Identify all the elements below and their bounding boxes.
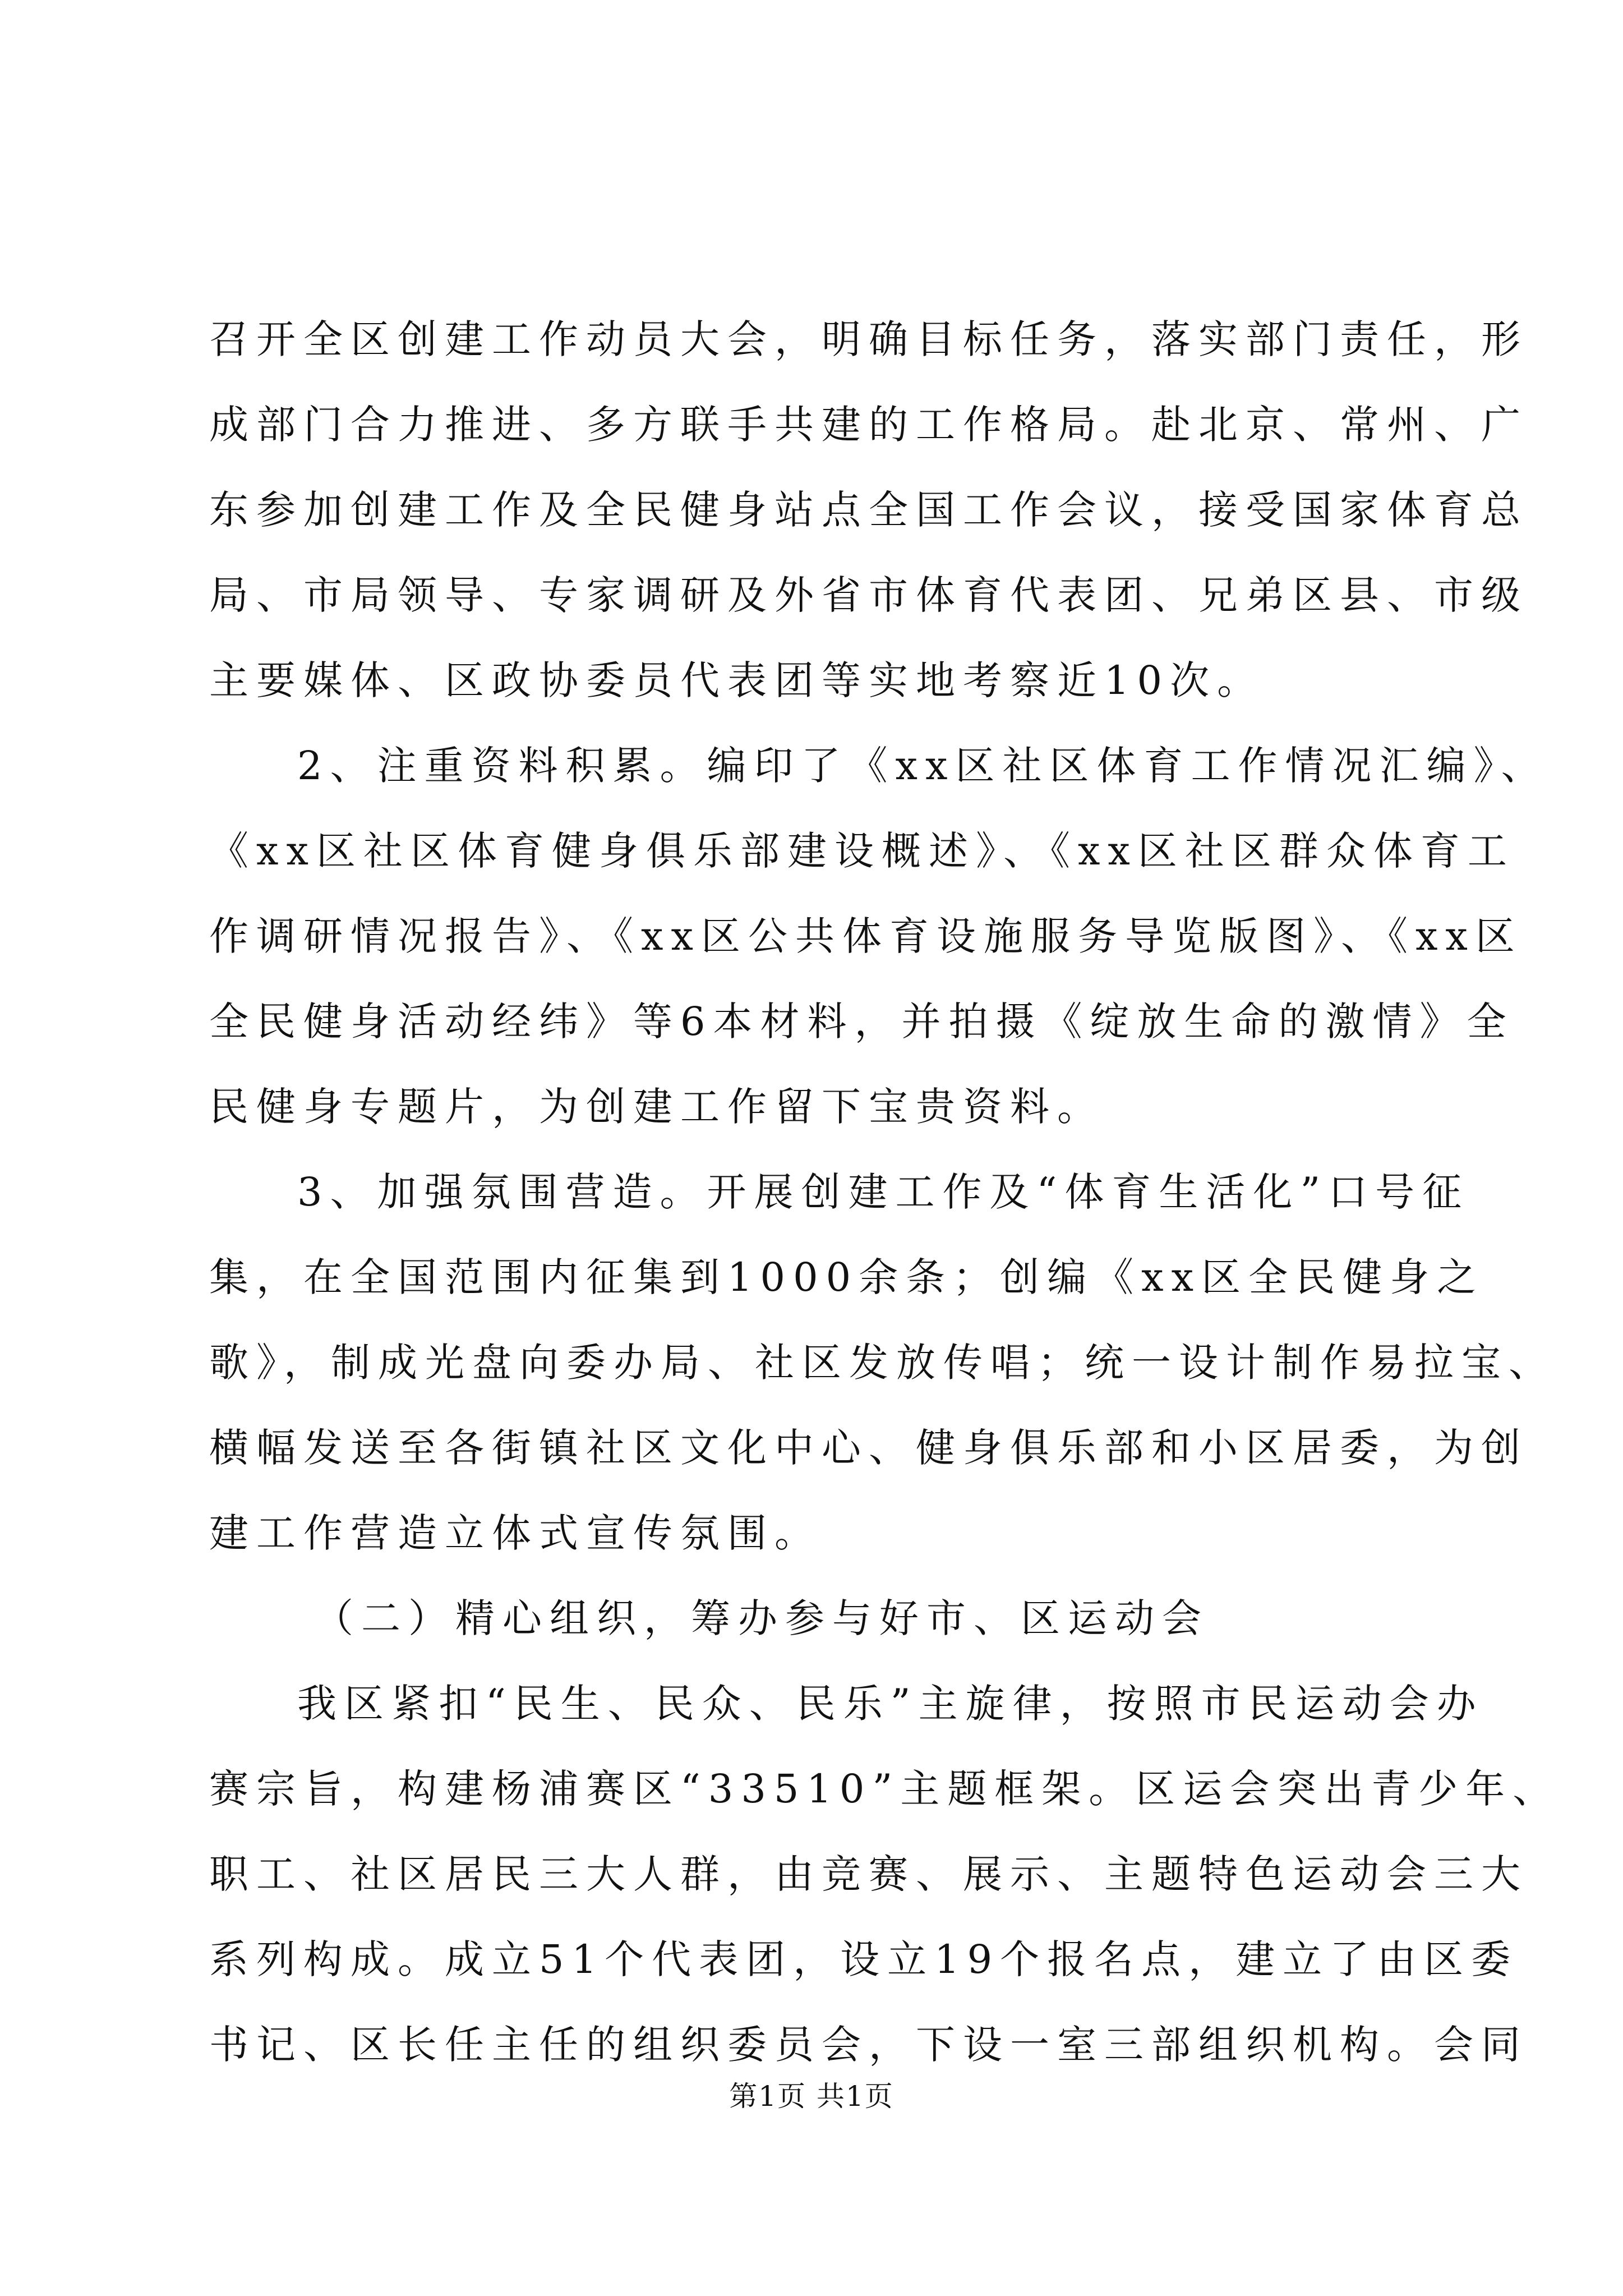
text-line: 全民健身活动经纬》等6本材料，并拍摄《绽放生命的激情》全	[209, 999, 1514, 1045]
text-line: 赛宗旨，构建杨浦赛区“33510”主题框架。区运会突出青少年、	[209, 1766, 1560, 1812]
text-line: 作调研情况报告》、《xx区公共体育设施服务导览版图》、《xx区	[209, 913, 1523, 959]
page-footer: 第1页 共1页	[729, 2080, 894, 2113]
text-line: 横幅发送至各街镇社区文化中心、健身俱乐部和小区居委，为创	[209, 1425, 1528, 1471]
section-heading: （二）精心组织，筹办参与好市、区运动会	[314, 1595, 1209, 1641]
text-line: 局、市局领导、专家调研及外省市体育代表团、兄弟区县、市级	[209, 572, 1528, 618]
text-line: 成部门合力推进、多方联手共建的工作格局。赴北京、常州、广	[209, 402, 1528, 448]
text-line: 3、加强氛围营造。开展创建工作及“体育生活化”口号征	[297, 1169, 1470, 1215]
text-line: 职工、社区居民三大人群，由竞赛、展示、主题特色运动会三大	[209, 1851, 1528, 1897]
text-line: 《xx区社区体育健身俱乐部建设概述》、《xx区社区群众体育工	[209, 828, 1515, 874]
text-line: 东参加创建工作及全民健身站点全国工作会议，接受国家体育总	[209, 487, 1528, 533]
text-line: 民健身专题片，为创建工作留下宝贵资料。	[209, 1084, 1104, 1130]
text-line: 书记、区长任主任的组织委员会，下设一室三部组织机构。会同	[209, 2022, 1528, 2068]
text-line: 召开全区创建工作动员大会，明确目标任务，落实部门责任，形	[209, 316, 1528, 362]
text-line: 系列构成。成立51个代表团，设立19个报名点，建立了由区委	[209, 1936, 1519, 1982]
text-line: 2、注重资料积累。编印了《xx区社区体育工作情况汇编》、	[297, 743, 1548, 789]
text-line: 主要媒体、区政协委员代表团等实地考察近10次。	[209, 657, 1265, 703]
text-line: 我区紧扣“民生、民众、民乐”主旋律，按照市民运动会办	[297, 1681, 1484, 1727]
text-line: 建工作营造立体式宣传氛围。	[209, 1510, 822, 1556]
text-line: 歌》，制成光盘向委办局、社区发放传唱；统一设计制作易拉宝、	[209, 1340, 1556, 1386]
text-line: 集，在全国范围内征集到1000余条；创编《xx区全民健身之	[209, 1254, 1484, 1300]
